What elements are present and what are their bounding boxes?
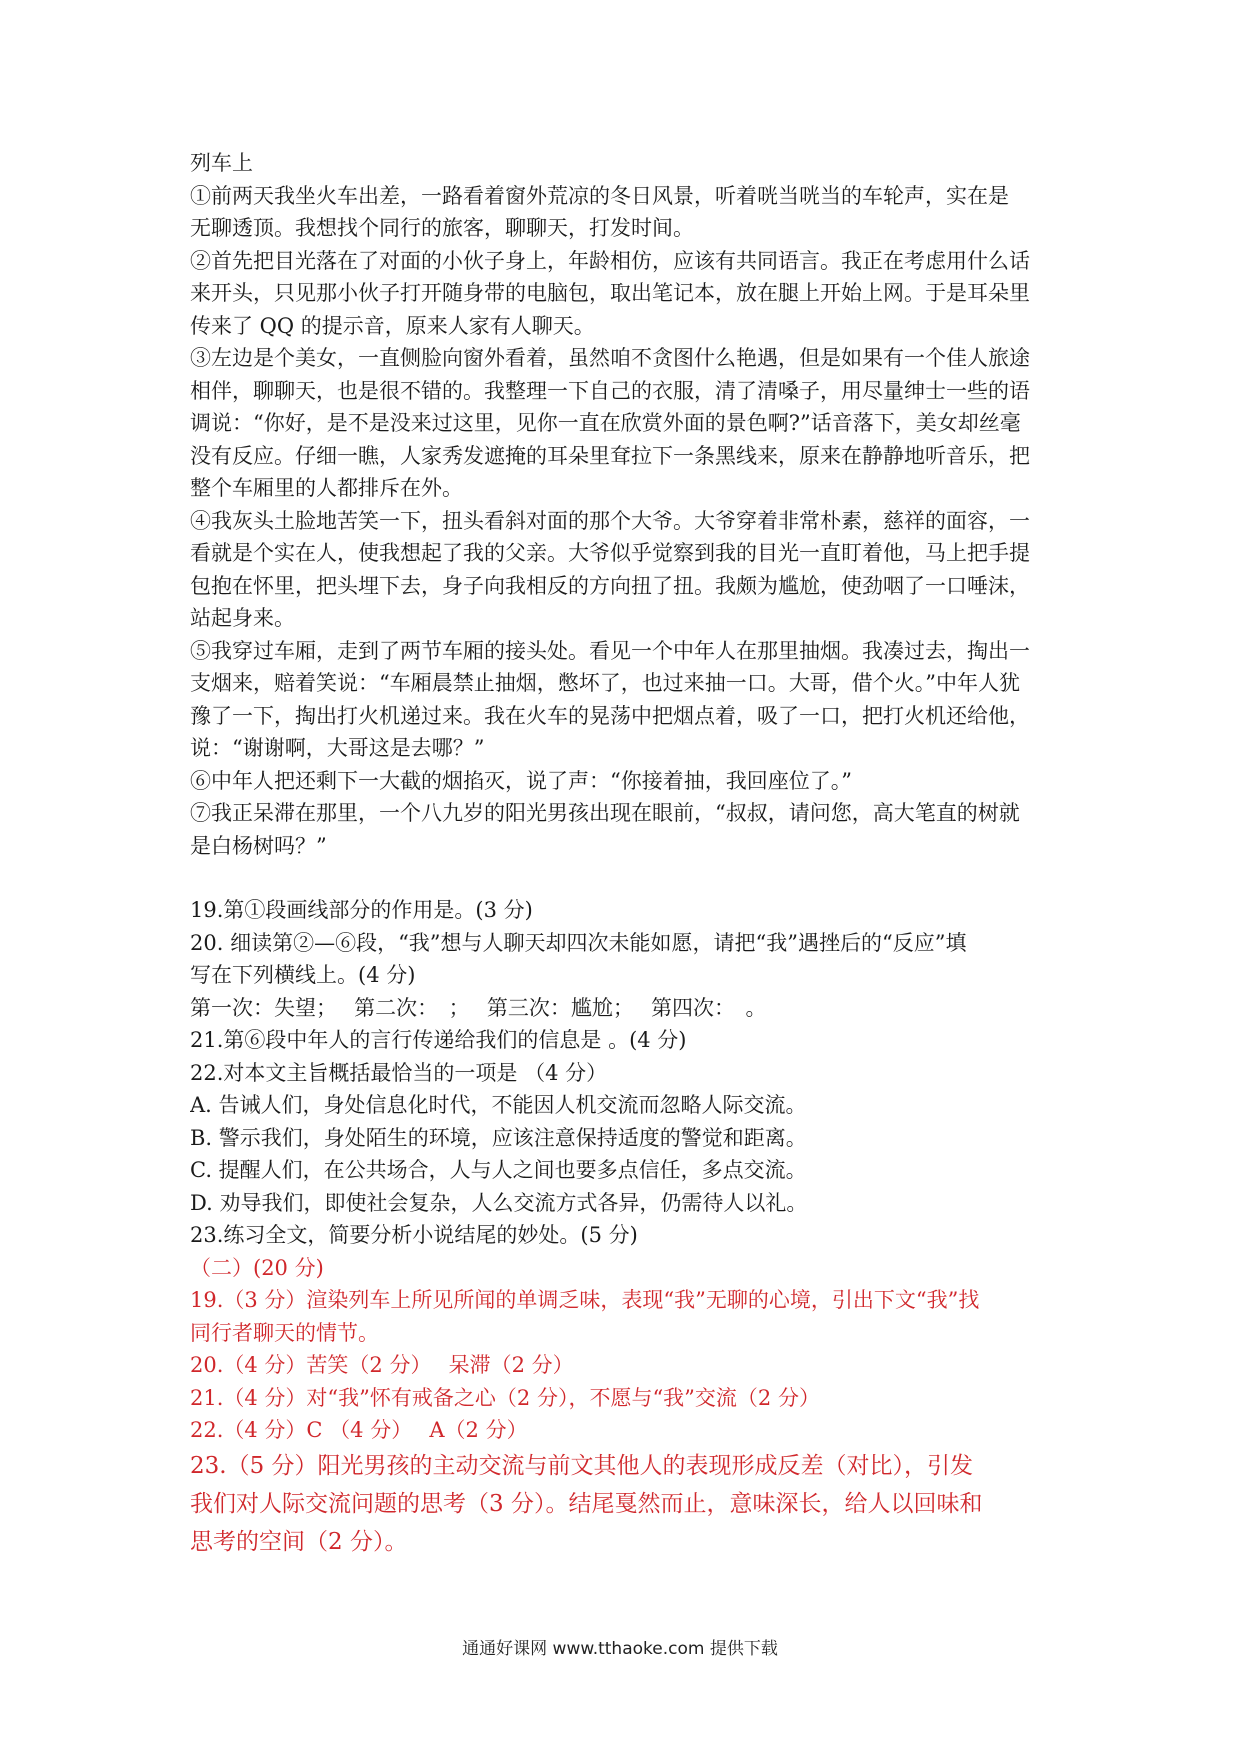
question-line: 22.对本文主旨概括最恰当的一项是 （4 分） (190, 1060, 608, 1085)
answer-line-large: 思考的空间（2 分）。 (190, 1528, 408, 1555)
question-line: 23.练习全文，简要分析小说结尾的妙处。(5 分) (190, 1223, 638, 1247)
story-line: 支烟来，赔着笑说：“车厢晨禁止抽烟，憋坏了，也过来抽一口。大哥，借个火。”中年人犹 (190, 671, 1020, 695)
story-line: 说：“谢谢啊，大哥这是去哪？” (190, 736, 485, 760)
answer-line: 21.（4 分）对“我”怀有戒备之心（2 分），不愿与“我”交流（2 分） (190, 1385, 820, 1410)
question-line: 第一次：失望； 第二次： ； 第三次：尴尬； 第四次： 。 (190, 995, 767, 1020)
story-line: 看就是个实在人，使我想起了我的父亲。大爷似乎觉察到我的目光一直盯着他，马上把手提 (190, 541, 1030, 565)
story-line: 豫了一下，掏出打火机递过来。我在火车的晃荡中把烟点着，吸了一口，把打火机还给他， (190, 703, 1030, 728)
answer-line: 22.（4 分）C （4 分） A（2 分） (190, 1418, 528, 1442)
question-line: 21.第⑥段中年人的言行传递给我们的信息是 。(4 分) (190, 1028, 687, 1052)
option-line: C. 提醒人们，在公共场合，人与人之间也要多点信任，多点交流。 (190, 1158, 807, 1182)
document-page (190, 147, 1060, 1561)
answer-line-large: 23.（5 分）阳光男孩的主动交流与前文其他人的表现形成反差（对比），引发 (190, 1452, 974, 1479)
story-line: 相伴，聊聊天，也是很不错的。我整理一下自己的衣服，清了清嗓子，用尽量绅士一些的语 (190, 378, 1030, 403)
story-line: ④我灰头土脸地苦笑一下，扭头看斜对面的那个大爷。大爷穿着非常朴素，慈祥的面容，一 (190, 508, 1030, 533)
story-line: ②首先把目光落在了对面的小伙子身上，年龄相仿，应该有共同语言。我正在考虑用什么话 (190, 248, 1030, 273)
page-footer: 通通好课网 www.tthaoke.com 提供下载 (462, 1639, 778, 1659)
story-line: 站起身来。 (190, 606, 295, 630)
question-line: 20. 细读第②—⑥段，“我”想与人聊天却四次未能如愿，请把“我”遇挫后的“反应”填 (190, 930, 967, 955)
questions-block (190, 894, 1060, 1252)
story-line: ⑦我正呆滞在那里，一个八九岁的阳光男孩出现在眼前，“叔叔，请问您，高大笔直的树就 (190, 801, 1020, 825)
story-line: ①前两天我坐火车出差，一路看着窗外荒凉的冬日风景，听着咣当咣当的车轮声，实在是 (190, 183, 1009, 208)
story-line: 调说：“你好，是不是没来过这里，见你一直在欣赏外面的景色啊?”话音落下，美女却丝毫 (190, 411, 1021, 435)
story-line: 是白杨树吗？” (190, 833, 327, 858)
section-gap (190, 862, 1060, 894)
answers-block (190, 1252, 1060, 1561)
question-line: 写在下列横线上。(4 分) (190, 963, 416, 987)
option-line: A. 告诫人们，身处信息化时代，不能因人机交流而忽略人际交流。 (190, 1093, 807, 1117)
story-line: 包抱在怀里，把头埋下去，身子向我相反的方向扭了扭。我颇为尴尬，使劲咽了一口唾沫， (190, 573, 1030, 598)
answer-line: 19.（3 分）渲染列车上所见所闻的单调乏味，表现“我”无聊的心境，引出下文“我”找 (190, 1288, 980, 1312)
story-line: 传来了 QQ 的提示音，原来人家有人聊天。 (190, 313, 595, 338)
question-line: 19.第①段画线部分的作用是。(3 分) (190, 898, 533, 922)
story-line: 整个车厢里的人都排斥在外。 (190, 476, 463, 500)
answer-line-large: 我们对人际交流问题的思考（3 分）。结尾戛然而止，意味深长，给人以回味和 (190, 1490, 983, 1517)
story-line: 没有反应。仔细一瞧，人家秀发遮掩的耳朵里耷拉下一条黑线来，原来在静静地听音乐，把 (190, 443, 1030, 468)
story-line: ③左边是个美女，一直侧脸向窗外看着，虽然咱不贪图什么艳遇，但是如果有一个佳人旅途 (190, 346, 1030, 370)
answer-section-heading: （二）(20 分) (190, 1255, 324, 1280)
story-line: 来开头，只见那小伙子打开随身带的电脑包，取出笔记本，放在腿上开始上网。于是耳朵里 (190, 281, 1030, 305)
story-title: 列车上 (190, 151, 253, 175)
story-line: 无聊透顶。我想找个同行的旅客，聊聊天，打发时间。 (190, 216, 694, 240)
option-line: D. 劝导我们，即使社会复杂，人么交流方式各异，仍需待人以礼。 (190, 1190, 808, 1215)
answer-line: 20.（4 分）苦笑（2 分） 呆滞（2 分） (190, 1353, 574, 1377)
answer-line: 同行者聊天的情节。 (190, 1320, 379, 1345)
story-line: ⑥中年人把还剩下一大截的烟掐灭，说了声：“你接着抽，我回座位了。” (190, 768, 852, 793)
story-body (190, 180, 1060, 863)
option-line: B. 警示我们，身处陌生的环境，应该注意保持适度的警觉和距离。 (190, 1125, 807, 1150)
story-line: ⑤我穿过车厢，走到了两节车厢的接头处。看见一个中年人在那里抽烟。我凑过去，掏出一 (190, 638, 1030, 663)
